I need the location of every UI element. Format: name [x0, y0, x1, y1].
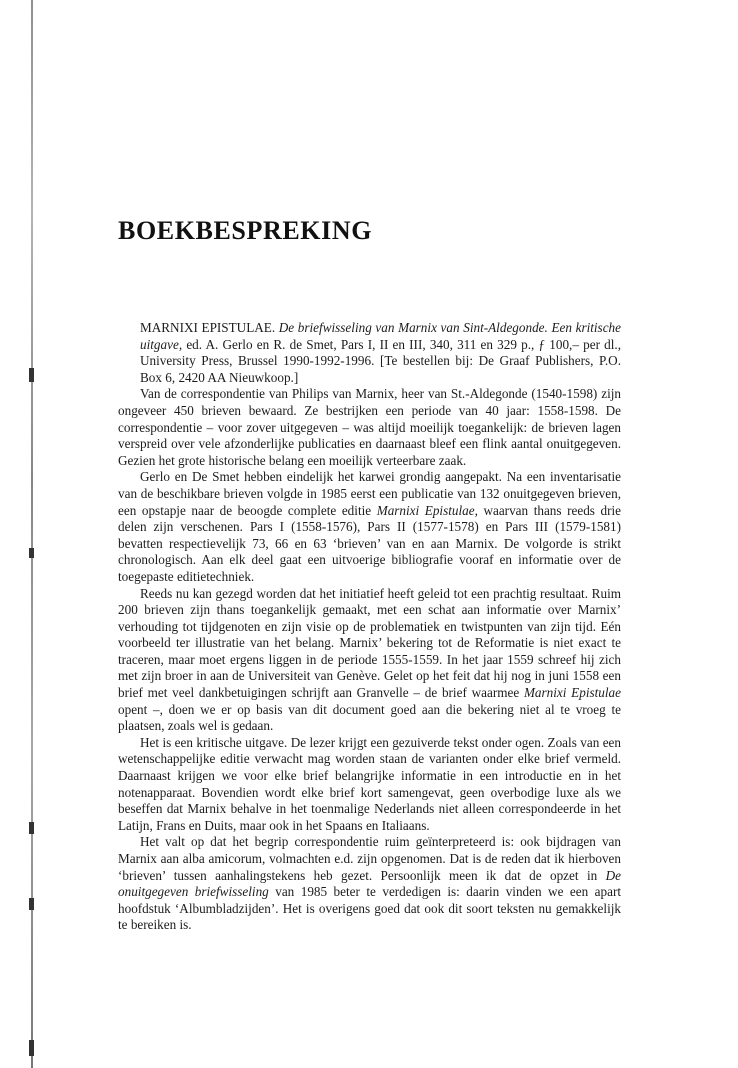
paragraph-5	[118, 834, 621, 934]
paragraph-3-text-b: opent –, doen we er op basis van dit document goed aan die bekering niet al te vroeg te plaatsen, zoals wel is gedaan.	[118, 701, 621, 734]
binding-mark	[29, 898, 34, 910]
paragraph-5-italic: De onuitgegeven briefwisseling	[118, 867, 622, 900]
paragraph-2-italic: Marnixi Epistulae,	[376, 502, 478, 518]
binding-mark	[29, 1040, 34, 1056]
paragraph-3	[118, 586, 621, 735]
paragraph-1: Van de correspondentie van Philips van Marnix, heer van St.-Aldegonde (1540-1598) zijn ongeveer 450 brieven bewaard. Ze bestrijken een periode van 40 jaar: 1558-1598. De correspondentie – voor zover uitgegeven – was altijd moeilijk toegankelijk: de brieven lagen verspreid over vele afzonderlijke publicaties en daarnaast bleef een flink aantal onuitgegeven. Gezien het grote historische belang een moeilijk verteerbare zaak.	[118, 386, 621, 468]
citation-title: MARNIXI EPISTULAE.	[140, 320, 276, 335]
paragraph-2	[118, 469, 621, 585]
paragraph-5-text-a: Het valt op dat het begrip correspondentie ruim geïnterpreteerd is: ook bijdragen van Marnix aan alba amicorum, volmachten e.d. zijn opgenomen. Dat is de reden dat ik hierboven ‘brieven’ tussen aanhalingstekens heb gezet. Persoonlijk meen ik dat de opzet in	[118, 834, 621, 883]
paragraph-2-text-b: waarvan thans reeds drie delen zijn verschenen. Pars I (1558-1576), Pars II (1577-1578) en Pars III (1579-1581) bevatten respectievelijk 73, 66 en 63 ‘brieven’ van en aan Marnix. De volgorde is strikt chronologisch. Aan elk deel gaat een uitvoerige bibliografie vooraf en informatie over de toegepaste editietechniek.	[118, 502, 621, 584]
paragraph-2-text-a: Gerlo en De Smet hebben eindelijk het karwei grondig aangepakt. Na een inventarisatie van de beschikbare brieven volgde in 1985 eerst een publicatie van 132 onuitgegeven brieven, een opstapje naar de beoogde complete editie	[118, 469, 621, 518]
book-citation	[118, 320, 621, 386]
paragraph-3-text-a: Reeds nu kan gezegd worden dat het initiatief heeft geleid tot een prachtig resultaat. Ruim 200 brieven zijn thans toegankelijk gemaakt, met een schat aan informatie over Marnix’ verhouding tot tijdgenoten en zijn visie op de problematiek en twistpunten van zijn tijd. Eén voorbeeld ter illustratie van het belang. Marnix’ bekering tot de Reformatie is niet exact te traceren, maar moet ergens liggen in de periode 1555-1559. In het jaar 1559 schreef hij zich met zijn broer in aan de Universiteit van Genève. Gelet op het feit dat hij nog in juni 1558 een brief met veel dankbetuigingen schrijft aan Granvelle – de brief waarmee	[118, 585, 621, 701]
citation-details: ed. A. Gerlo en R. de Smet, Pars I, II en III, 340, 311 en 329 p., ƒ 100,– per dl., University Press, Brussel 1990-1992-1996. [Te bestellen bij: De Graaf Publishers, P.O. Box 6, 2420 AA Nieuwkoop.]	[140, 336, 621, 385]
binding-mark	[29, 548, 34, 558]
review-article	[118, 320, 621, 934]
binding-mark	[29, 822, 34, 834]
paragraph-5-text-b: van 1985 beter te verdedigen is: daarin vinden we een apart hoofdstuk ‘Albumbladzijden’. Het is overigens goed dat ook dit soort teksten nu gemakkelijk te bereiken is.	[118, 884, 621, 933]
paragraph-3-italic: Marnixi Epistulae	[523, 685, 621, 701]
binding-mark	[29, 368, 34, 382]
citation-subtitle: De briefwisseling van Marnix van Sint-Aldegonde. Een kritische uitgave,	[140, 320, 621, 352]
paragraph-4: Het is een kritische uitgave. De lezer krijgt een gezuiverde tekst onder ogen. Zoals van een wetenschappelijke editie verwacht mag worden staan de varianten onder elke brief vermeld. Daarnaast krijgen we voor elke brief belangrijke informatie in een introductie en in het notenapparaat. Bovendien wordt elke brief kort samengevat, geen overbodige luxe als we beseffen dat Marnix behalve in het toenmalige Nederlands niet alleen correspondeerde in het Latijn, Frans en Duits, maar ook in het Spaans en Italiaans.	[118, 734, 621, 833]
page-heading: BOEKBESPREKING	[118, 216, 373, 245]
